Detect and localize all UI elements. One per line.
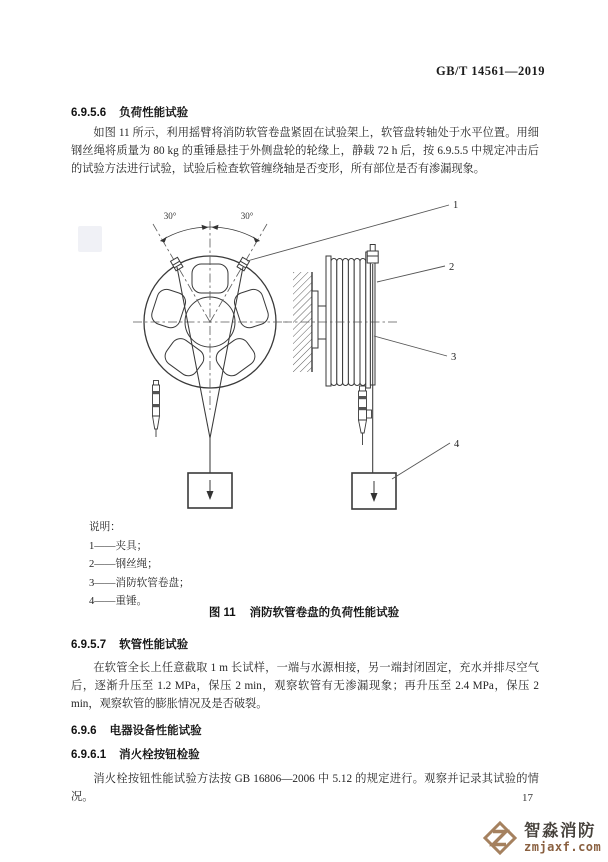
section-title: 软管性能试验 <box>119 639 189 651</box>
figure-caption-label: 图 11 <box>208 607 236 619</box>
section-number: 6.9.5.6 <box>71 107 107 119</box>
zhimiao-logo-icon <box>482 820 518 856</box>
section-number: 6.9.6 <box>71 725 97 737</box>
legend-item: 2——钢丝绳； <box>89 559 158 571</box>
paragraph-hose-test: 在软管全长上任意截取 1 m 长试样，一端与水源相接，另一端封闭固定，充水并排尽空气后，逐渐升压至 1.2 MPa，保压 2 min，观察软管有无渗漏现象；再升压至 2.4 MPa，保压 2 min，观察软管的膨胀情况及是否破裂。 <box>71 662 539 710</box>
figure-caption-title: 消防软管卷盘的负荷性能试验 <box>249 607 400 619</box>
section-heading-load-test <box>71 104 188 120</box>
callout-1: 1 <box>453 200 459 211</box>
mount-bracket-plate <box>312 291 318 348</box>
section-number: 6.9.6.1 <box>71 749 107 761</box>
callout-numbers <box>449 200 460 450</box>
mount-bracket-arm <box>318 306 326 339</box>
section-number: 6.9.5.7 <box>71 639 107 651</box>
watermark-text <box>524 822 601 854</box>
callout-4: 4 <box>454 439 460 450</box>
weight-box-front <box>188 473 232 508</box>
figure-11-diagram <box>60 190 560 520</box>
legend-item: 1——夹具； <box>89 540 148 552</box>
section-heading-electrical <box>71 722 202 738</box>
clamp-side <box>367 245 378 264</box>
drum-flange-right <box>366 252 371 388</box>
standard-number-header: GB/T 14561—2019 <box>435 64 545 78</box>
callout-2: 2 <box>449 262 455 273</box>
angle-label-left: 30° <box>163 211 177 221</box>
paragraph-button-check: 消火栓按钮性能试验方法按 GB 16806—2006 中 5.12 的规定进行。观察并记录其试验的情况。 <box>71 773 539 803</box>
paragraph-load-test: 如图 11 所示，利用摇臂将消防软管卷盘紧固在试验架上，软管盘转轴处于水平位置。用细钢丝绳将质量为 80 kg 的重锤悬挂于外侧盘轮的轮缘上，静载 72 h 后，按 6.9.5.5 中规定冲击后的试验方法进行试验，试验后检查软管缠绕轴是否变形，所有部位是否有渗漏现象。 <box>71 127 539 175</box>
callout-3: 3 <box>451 352 457 363</box>
figure-caption <box>0 604 608 620</box>
hose-nozzle-side <box>359 386 372 445</box>
figure-legend <box>89 519 190 612</box>
section-title: 电器设备性能试验 <box>109 725 202 737</box>
angle-dimension <box>160 211 259 243</box>
reel-side-view <box>283 245 399 510</box>
section-title: 负荷性能试验 <box>119 107 189 119</box>
drum-flange-left <box>326 256 331 386</box>
legend-item: 3——消防软管卷盘； <box>89 577 190 589</box>
site-watermark <box>482 820 601 856</box>
watermark-brand: 智淼消防 <box>524 822 596 840</box>
section-heading-hose-test <box>71 636 188 652</box>
section-title: 消火栓按钮检验 <box>119 749 200 761</box>
legend-title: 说明： <box>89 522 121 533</box>
page-number: 17 <box>522 792 533 804</box>
watermark-website: zmjaxf.com <box>524 840 602 854</box>
section-heading-button-check <box>71 746 200 762</box>
hose-nozzle-front <box>153 381 160 438</box>
legend-item: 4——重锤。 <box>89 596 148 608</box>
hose-drum <box>326 252 375 388</box>
weight-box-side <box>352 473 396 509</box>
angle-label-right: 30° <box>240 211 254 221</box>
